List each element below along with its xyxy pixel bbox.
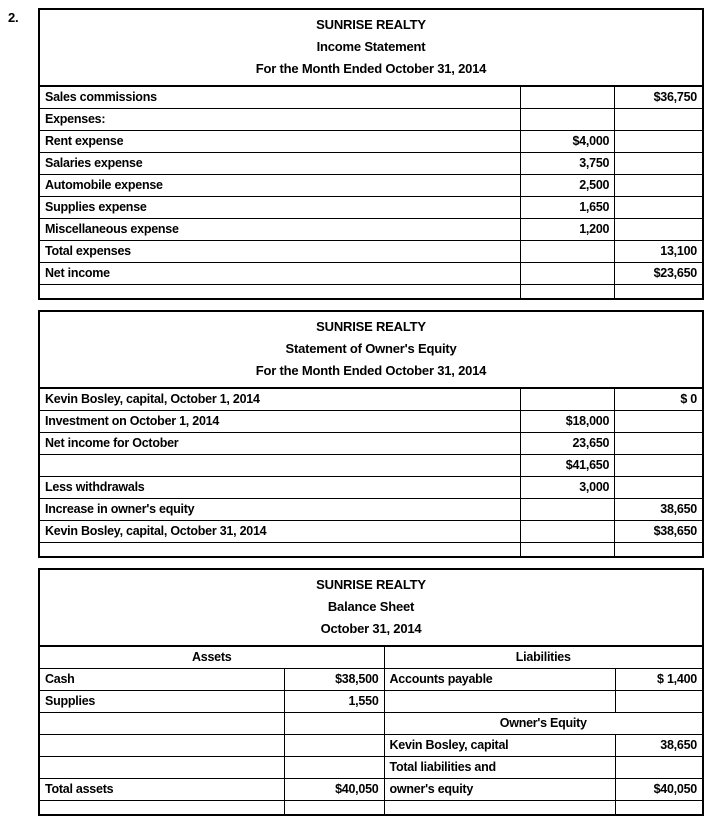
row-label: Kevin Bosley, capital, October 1, 2014 xyxy=(39,388,520,411)
owners-equity-section-header: Owner's Equity xyxy=(384,713,703,735)
table-row xyxy=(39,499,703,521)
table-row xyxy=(39,735,703,757)
row-amount-mid: 23,650 xyxy=(520,433,614,455)
table-row xyxy=(39,691,703,713)
liability-amount: 38,650 xyxy=(616,735,703,757)
asset-label xyxy=(39,713,285,735)
owners-equity-header-cell xyxy=(39,311,703,388)
row-amount-mid xyxy=(520,241,614,263)
row-amount-total xyxy=(615,477,703,499)
liability-label: Accounts payable xyxy=(384,669,616,691)
row-amount-total xyxy=(615,455,703,477)
table-row xyxy=(39,131,703,153)
row-amount-total xyxy=(615,219,703,241)
row-amount-total: $36,750 xyxy=(615,86,703,109)
row-label: Rent expense xyxy=(39,131,520,153)
liabilities-section-header: Liabilities xyxy=(384,646,703,669)
asset-amount: $40,050 xyxy=(285,779,384,801)
row-label: Net income xyxy=(39,263,520,285)
asset-amount xyxy=(285,713,384,735)
row-amount-mid xyxy=(520,109,614,131)
table-row xyxy=(39,263,703,285)
row-amount-mid: 1,200 xyxy=(520,219,614,241)
row-label: Less withdrawals xyxy=(39,477,520,499)
row-amount-mid xyxy=(520,285,614,300)
row-amount-mid: 2,500 xyxy=(520,175,614,197)
asset-amount xyxy=(285,801,384,816)
income-statement-header-cell xyxy=(39,9,703,86)
row-label: Expenses: xyxy=(39,109,520,131)
row-amount-total xyxy=(615,175,703,197)
liability-amount: $ 1,400 xyxy=(616,669,703,691)
asset-amount xyxy=(285,735,384,757)
row-amount-mid xyxy=(520,521,614,543)
row-label: Supplies expense xyxy=(39,197,520,219)
company-name: SUNRISE REALTY xyxy=(316,319,426,334)
row-label: Net income for October xyxy=(39,433,520,455)
statement-title: Balance Sheet xyxy=(327,599,415,614)
income-statement-table xyxy=(38,8,704,300)
asset-label: Total assets xyxy=(39,779,285,801)
company-name: SUNRISE REALTY xyxy=(316,577,426,592)
asset-label xyxy=(39,801,285,816)
row-amount-total xyxy=(615,131,703,153)
asset-label xyxy=(39,757,285,779)
row-label xyxy=(39,455,520,477)
liability-label: owner's equity xyxy=(384,779,616,801)
statement-header-row xyxy=(39,569,703,646)
asset-label xyxy=(39,735,285,757)
row-label xyxy=(39,285,520,300)
asset-amount: 1,550 xyxy=(285,691,384,713)
row-label: Total expenses xyxy=(39,241,520,263)
row-amount-mid xyxy=(520,263,614,285)
row-amount-total xyxy=(615,109,703,131)
statement-date: October 31, 2014 xyxy=(320,621,422,636)
row-label: Miscellaneous expense xyxy=(39,219,520,241)
row-label: Investment on October 1, 2014 xyxy=(39,411,520,433)
statement-period: For the Month Ended October 31, 2014 xyxy=(255,363,487,378)
assets-section-header: Assets xyxy=(39,646,384,669)
row-amount-mid xyxy=(520,543,614,558)
row-amount-total: $ 0 xyxy=(615,388,703,411)
table-row xyxy=(39,175,703,197)
table-row xyxy=(39,153,703,175)
statement-title: Statement of Owner's Equity xyxy=(285,341,457,356)
liability-amount xyxy=(616,757,703,779)
table-row xyxy=(39,455,703,477)
statement-period: For the Month Ended October 31, 2014 xyxy=(255,61,487,76)
row-label: Sales commissions xyxy=(39,86,520,109)
row-amount-total xyxy=(615,411,703,433)
row-amount-total: $38,650 xyxy=(615,521,703,543)
statement-title: Income Statement xyxy=(316,39,426,54)
table-row-spacer xyxy=(39,543,703,558)
table-row xyxy=(39,669,703,691)
row-amount-total: 38,650 xyxy=(615,499,703,521)
problem-number-label: 2. xyxy=(8,10,19,25)
table-row xyxy=(39,433,703,455)
liability-label xyxy=(384,691,616,713)
company-name: SUNRISE REALTY xyxy=(316,17,426,32)
table-row xyxy=(39,477,703,499)
row-amount-total xyxy=(615,543,703,558)
row-amount-mid xyxy=(520,86,614,109)
row-label: Salaries expense xyxy=(39,153,520,175)
asset-amount xyxy=(285,757,384,779)
row-amount-total: 13,100 xyxy=(615,241,703,263)
table-row xyxy=(39,521,703,543)
row-amount-total xyxy=(615,197,703,219)
liability-label xyxy=(384,801,616,816)
liability-label: Kevin Bosley, capital xyxy=(384,735,616,757)
statement-header-row xyxy=(39,9,703,86)
row-label: Kevin Bosley, capital, October 31, 2014 xyxy=(39,521,520,543)
table-row xyxy=(39,388,703,411)
table-row-spacer xyxy=(39,285,703,300)
balance-sheet-table xyxy=(38,568,704,816)
liability-label: Total liabilities and xyxy=(384,757,616,779)
statement-of-owners-equity-table xyxy=(38,310,704,558)
table-row xyxy=(39,713,703,735)
liability-amount xyxy=(616,691,703,713)
table-row-spacer xyxy=(39,801,703,816)
table-row xyxy=(39,411,703,433)
table-row xyxy=(39,779,703,801)
statement-header-row xyxy=(39,311,703,388)
row-label: Automobile expense xyxy=(39,175,520,197)
table-row xyxy=(39,197,703,219)
row-amount-mid xyxy=(520,499,614,521)
row-amount-total: $23,650 xyxy=(615,263,703,285)
row-amount-total xyxy=(615,153,703,175)
row-label: Increase in owner's equity xyxy=(39,499,520,521)
row-amount-total xyxy=(615,433,703,455)
table-row xyxy=(39,219,703,241)
section-header-row xyxy=(39,646,703,669)
asset-label: Supplies xyxy=(39,691,285,713)
row-amount-mid: $4,000 xyxy=(520,131,614,153)
row-amount-mid: $18,000 xyxy=(520,411,614,433)
row-label xyxy=(39,543,520,558)
table-row xyxy=(39,241,703,263)
row-amount-mid xyxy=(520,388,614,411)
table-row xyxy=(39,757,703,779)
asset-amount: $38,500 xyxy=(285,669,384,691)
liability-amount xyxy=(616,801,703,816)
balance-sheet-header-cell xyxy=(39,569,703,646)
table-row xyxy=(39,86,703,109)
liability-amount: $40,050 xyxy=(616,779,703,801)
row-amount-mid: $41,650 xyxy=(520,455,614,477)
row-amount-mid: 3,000 xyxy=(520,477,614,499)
row-amount-mid: 1,650 xyxy=(520,197,614,219)
row-amount-total xyxy=(615,285,703,300)
asset-label: Cash xyxy=(39,669,285,691)
row-amount-mid: 3,750 xyxy=(520,153,614,175)
table-row xyxy=(39,109,703,131)
